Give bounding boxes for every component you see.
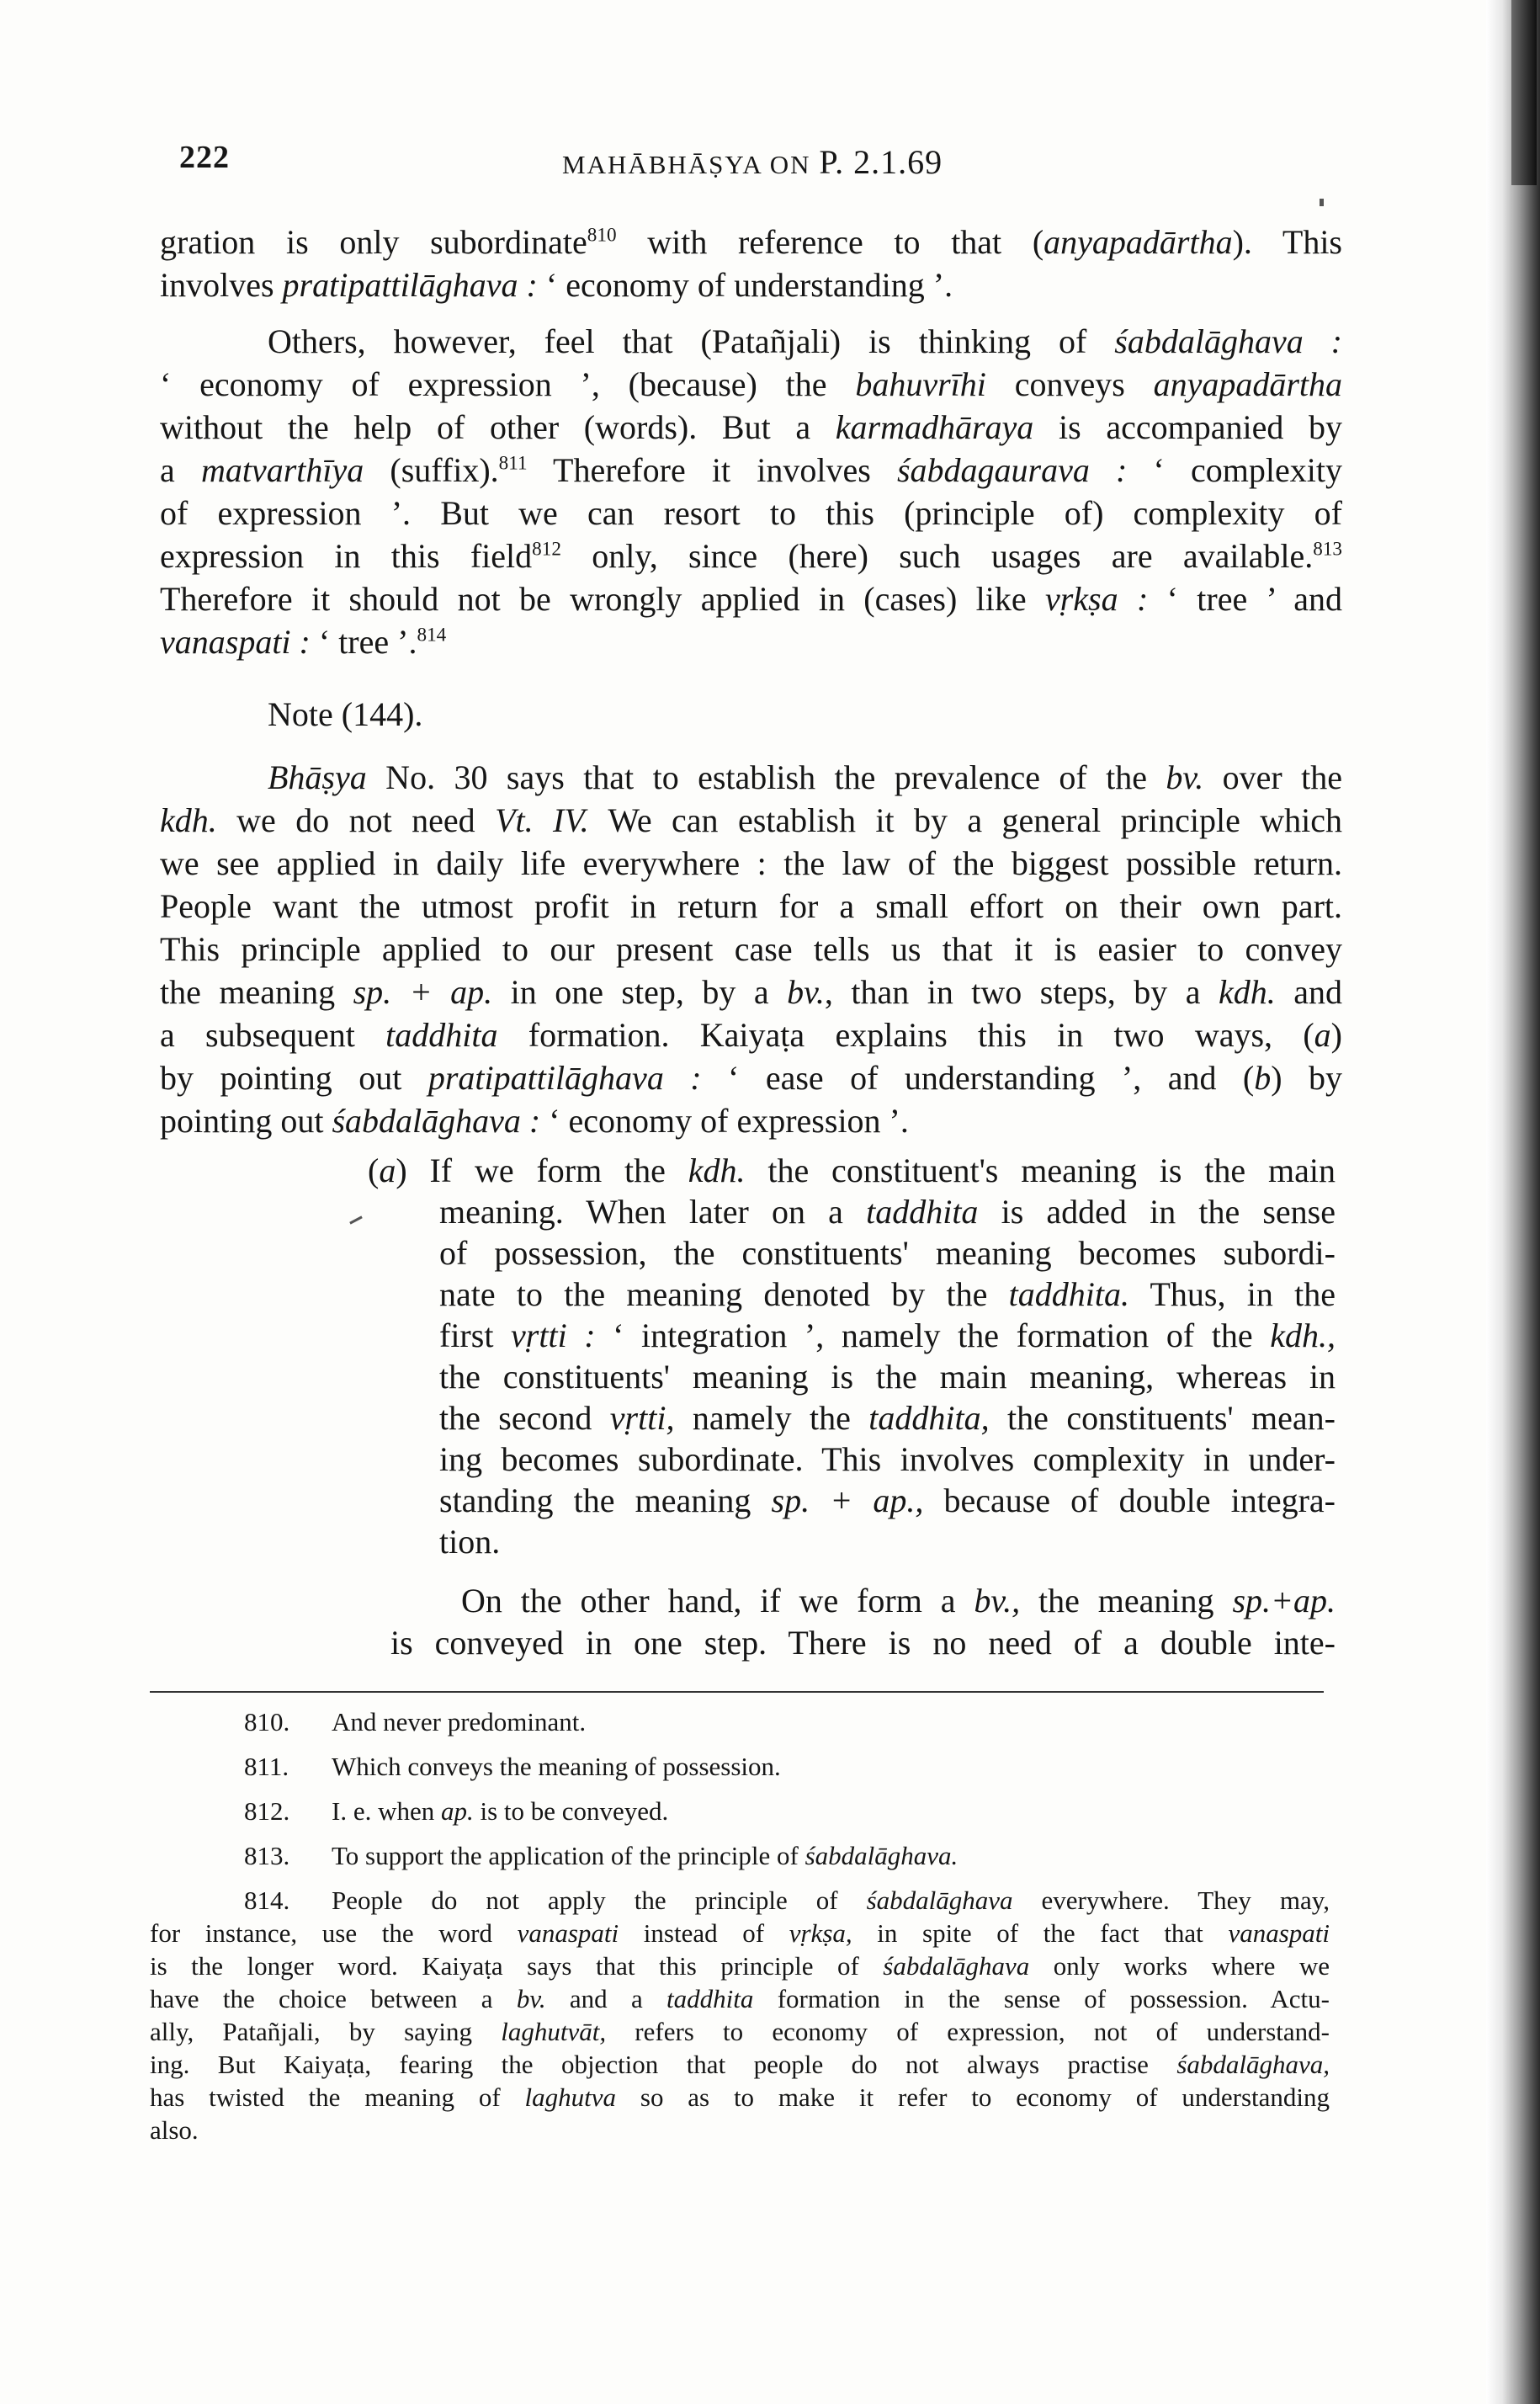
text-line: People want the utmost profit in return for a small effort on their own part. — [160, 887, 1342, 925]
page-binding-dark-edge — [1511, 0, 1537, 185]
note-heading: Note (144). — [268, 695, 423, 733]
text-line: vanaspati : ‘ tree ’.$^{814}$ — [160, 623, 447, 661]
footnote-line: ing. But Kaiyaṭa, fearing the objection that people do not always practise śabdalāghava, — [150, 2050, 1330, 2079]
footnote-line: have the choice between a bv. and a taddhita formation in the sense of possession. Actu- — [150, 1984, 1330, 2013]
text-line: This principle applied to our present case tells us that it is easier to convey — [160, 930, 1342, 968]
text-line: the constituents' meaning is the main meaning, whereas in — [439, 1358, 1336, 1396]
text-line: kdh. we do not need Vt. IV. We can establish it by a general principle which — [160, 801, 1342, 839]
footnote-line: for instance, use the word vanaspati instead of vṛkṣa, in spite of the fact that vanaspati — [150, 1918, 1330, 1948]
text-line: without the help of other (words). But a karmadhāraya is accompanied by — [160, 408, 1342, 446]
text-line: of possession, the constituents' meaning becomes subordi- — [439, 1234, 1336, 1272]
text-line: the meaning sp. + ap. in one step, by a bv., than in two steps, by a kdh. and — [160, 973, 1343, 1011]
text-line: a subsequent taddhita formation. Kaiyaṭa explains this in two ways, (a) — [160, 1016, 1342, 1054]
footnote-line: is the longer word. Kaiyaṭa says that this principle of śabdalāghava only works where we — [150, 1951, 1330, 1981]
text-line: first vṛtti : ‘ integration ’, namely the formation of the kdh., — [439, 1316, 1336, 1354]
running-head: MAHĀBHĀṢYA ON P. 2.1.69 — [562, 143, 943, 181]
footnote-810: 810. And never predominant. — [244, 1707, 587, 1737]
footnote-line: also. — [150, 2115, 199, 2145]
text-line: standing the meaning sp. + ap., because of double integra- — [439, 1481, 1336, 1519]
page-binding-shadow — [1486, 0, 1540, 2404]
text-line: meaning. When later on a taddhita is added in the sense — [439, 1193, 1336, 1231]
text-line: (a) If we form the kdh. the constituent's meaning is the main — [368, 1151, 1336, 1189]
footnote-814: 814. People do not apply the principle of śabdalāghava everywhere. They may, — [244, 1885, 1330, 1915]
stray-mark — [349, 1215, 363, 1224]
footnote-line: has twisted the meaning of laghutva so as to make it refer to economy of understanding — [150, 2082, 1330, 2112]
text-line: of expression ’. But we can resort to this (principle of) complexity of — [160, 494, 1342, 532]
stray-mark — [1320, 199, 1324, 206]
text-line: by pointing out pratipattilāghava : ‘ ease of understanding ’, and (b) by — [160, 1059, 1343, 1097]
page-header — [0, 139, 1515, 189]
text-line: ing becomes subordinate. This involves complexity in under- — [439, 1440, 1336, 1478]
text-line: Therefore it should not be wrongly applied in (cases) like vṛkṣa : ‘ tree ’ and — [160, 580, 1342, 618]
text-line: expression in this field$^{812}$ only, since (here) such usages are available.$^{813}$ — [160, 537, 1342, 575]
text-line: nate to the meaning denoted by the taddhita. Thus, in the — [439, 1275, 1336, 1313]
footnote-811: 811. Which conveys the meaning of possession. — [244, 1752, 781, 1781]
text-line: ‘ economy of expression ’, (because) the bahuvrīhi conveys anyapadārtha — [160, 365, 1342, 403]
text-line: On the other hand, if we form a bv., the meaning sp.+ap. — [461, 1582, 1336, 1620]
footnote-rule — [150, 1691, 1324, 1693]
text-line: Bhāṣya No. 30 says that to establish the prevalence of the bv. over the — [268, 758, 1342, 796]
text-line: a matvarthīya (suffix).$^{811}$ Therefore it involves śabdagaurava : ‘ complexity — [160, 451, 1342, 489]
text-line: involves pratipattilāghava : ‘ economy of understanding ’. — [160, 266, 953, 304]
footnote-line: ally, Patañjali, by saying laghutvāt, refers to economy of expression, not of understand- — [150, 2017, 1330, 2046]
text-line: pointing out śabdalāghava : ‘ economy of expression ’. — [160, 1102, 909, 1140]
text-line: gration is only subordinate$^{810}$ with reference to that (anyapadārtha). This — [160, 223, 1342, 261]
text-line: tion. — [439, 1523, 501, 1561]
text-line: we see applied in daily life everywhere : the law of the biggest possible return. — [160, 844, 1342, 882]
text-line: is conveyed in one step. There is no need of a double inte- — [390, 1624, 1336, 1662]
footnote-812: 812. I. e. when ap. is to be conveyed. — [244, 1796, 669, 1826]
text-line: Others, however, feel that (Patañjali) is thinking of śabdalāghava : — [268, 322, 1342, 360]
text-line: the second vṛtti, namely the taddhita, the constituents' mean- — [439, 1399, 1336, 1437]
page-number: 222 — [179, 140, 230, 175]
footnote-813: 813. To support the application of the principle of śabdalāghava. — [244, 1841, 959, 1870]
